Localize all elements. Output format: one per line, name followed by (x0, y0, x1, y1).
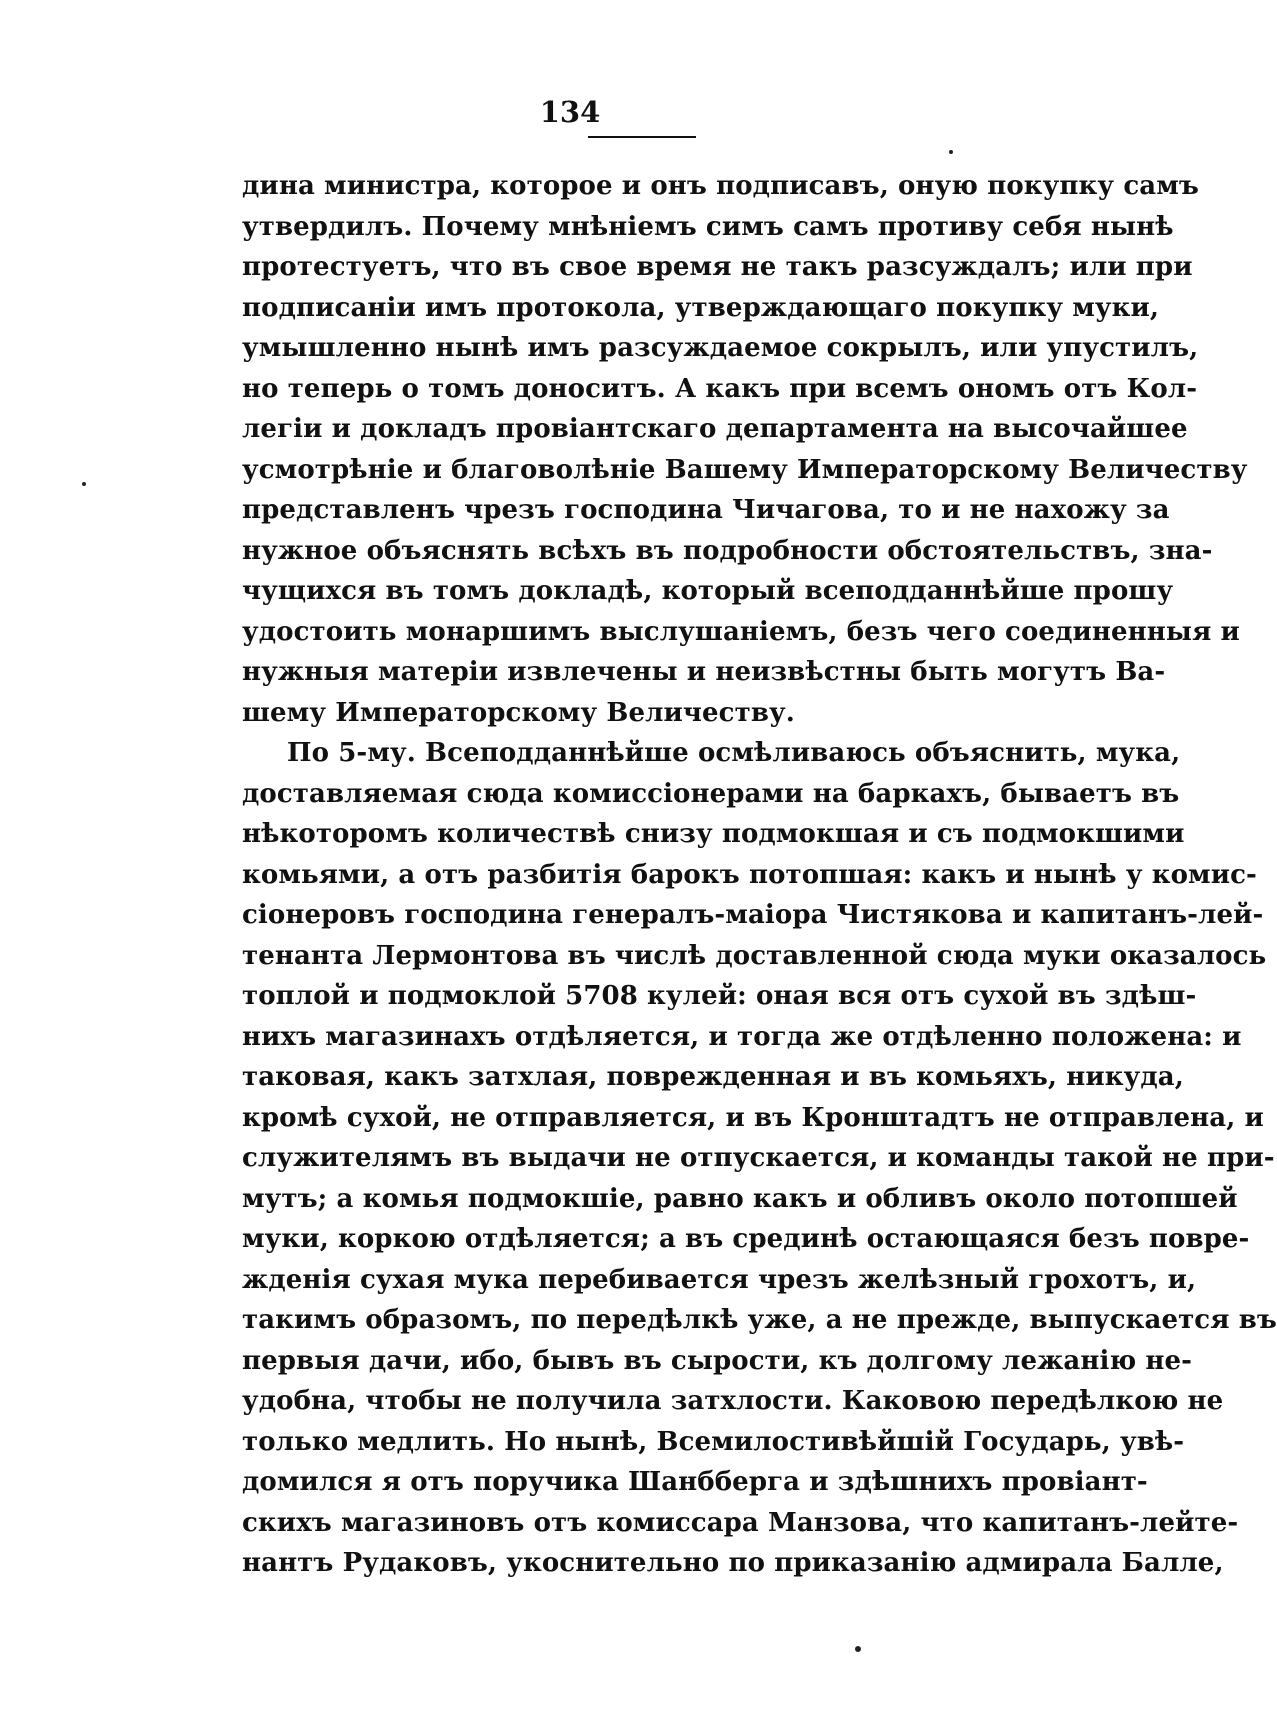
paragraph-1 (242, 166, 1248, 733)
text-line: шему Императорскому Величеству. (242, 697, 795, 728)
text-line: кромѣ сухой, не отправляется, и въ Кронштадтъ не отправлена, и (242, 1102, 1264, 1133)
text-line: но теперь о томъ доноситъ. А какъ при всемъ ономъ отъ Кол- (242, 373, 1198, 404)
text-line: такимъ образомъ, по передѣлкѣ уже, а не прежде, выпускается въ (242, 1305, 1277, 1335)
text-line: удобна, чтобы не получила затхлости. Каковою передѣлкою не (242, 1386, 1224, 1416)
text-line: топлой и подмоклой 5708 кулей: оная вся отъ сухой въ здѣш- (242, 981, 1197, 1011)
text-line: нужное объяснять всѣхъ въ подробности обстоятельствъ, зна- (242, 535, 1213, 566)
text-line: нѣкоторомъ количествѣ снизу подмокшая и съ подмокшими (242, 819, 1185, 849)
text-line: доставляемая сюда комиссіонерами на баркахъ, бываетъ въ (242, 778, 1180, 809)
text-line: утвердилъ. Почему мнѣніемъ симъ самъ противу себя нынѣ (242, 211, 1174, 242)
text-line: сіонеровъ господина генералъ-маіора Чистякова и капитанъ-лей- (242, 900, 1264, 930)
text-line: домился я отъ поручика Шанбберга и здѣшнихъ провіант- (242, 1467, 1148, 1497)
ink-speck (949, 150, 953, 154)
text-line: протестуетъ, что въ свое время не такъ разсуждалъ; или при (242, 252, 1193, 282)
ink-speck (855, 1646, 861, 1652)
text-line: дина министра, которое и онъ подписавъ, оную покупку самъ (242, 171, 1199, 201)
page-number-rule (588, 136, 696, 138)
text-line: первыя дачи, ибо, бывъ въ сырости, къ долгому лежанію не- (242, 1345, 1193, 1376)
text-line: подписаніи имъ протокола, утверждающаго покупку муки, (242, 292, 1160, 323)
text-line: усмотрѣніе и благоволѣніе Вашему Императорскому Величеству (242, 454, 1248, 485)
text-line: служителямъ въ выдачи не отпускается, и команды такой не при- (242, 1143, 1275, 1173)
text-line: таковая, какъ затхлая, поврежденная и въ комьяхъ, никуда, (242, 1062, 1184, 1092)
text-line: тенанта Лермонтова въ числѣ доставленной сюда муки оказалось (242, 940, 1267, 971)
text-line: легіи и докладъ провіантскаго департамента на высочайшее (242, 414, 1188, 444)
text-line: скихъ магазиновъ отъ комиссара Манзова, что капитанъ-лейте- (242, 1507, 1239, 1538)
text-line: чущихся въ томъ докладѣ, который всеподданнѣйше прошу (242, 576, 1174, 606)
ink-speck (82, 482, 86, 486)
text-line: комьями, а отъ разбитія барокъ потопшая: какъ и нынѣ у комис- (242, 859, 1257, 890)
page-number: 134 (539, 95, 601, 129)
body-text (242, 166, 1277, 1578)
text-line: удостоить монаршимъ выслушаніемъ, безъ чего соединенныя и (242, 616, 1240, 647)
text-line: нантъ Рудаковъ, укоснительно по приказанію адмирала Балле, (242, 1548, 1224, 1578)
text-line: По 5-му. Всеподданнѣйше осмѣливаюсь объяснить, мука, (287, 738, 1181, 768)
text-line: жденія сухая мука перебивается чрезъ желѣзный грохотъ, и, (242, 1264, 1197, 1295)
text-line: муки, коркою отдѣляется; а въ срединѣ остающаяся безъ повре- (242, 1224, 1250, 1254)
text-line: умышленно нынѣ имъ разсуждаемое сокрылъ, или упустилъ, (242, 333, 1199, 363)
text-line: нихъ магазинахъ отдѣляется, и тогда же отдѣленно положена: и (242, 1021, 1242, 1052)
text-line: мутъ; а комья подмокшіе, равно какъ и обливъ около потопшей (242, 1183, 1238, 1214)
text-line: только медлить. Но нынѣ, Всемилостивѣйшій Государь, увѣ- (242, 1426, 1185, 1457)
text-line: нужныя матеріи извлечены и неизвѣстны быть могутъ Ва- (242, 657, 1166, 687)
paragraph-2 (242, 733, 1277, 1584)
text-line: представленъ чрезъ господина Чичагова, то и не нахожу за (242, 495, 1170, 525)
